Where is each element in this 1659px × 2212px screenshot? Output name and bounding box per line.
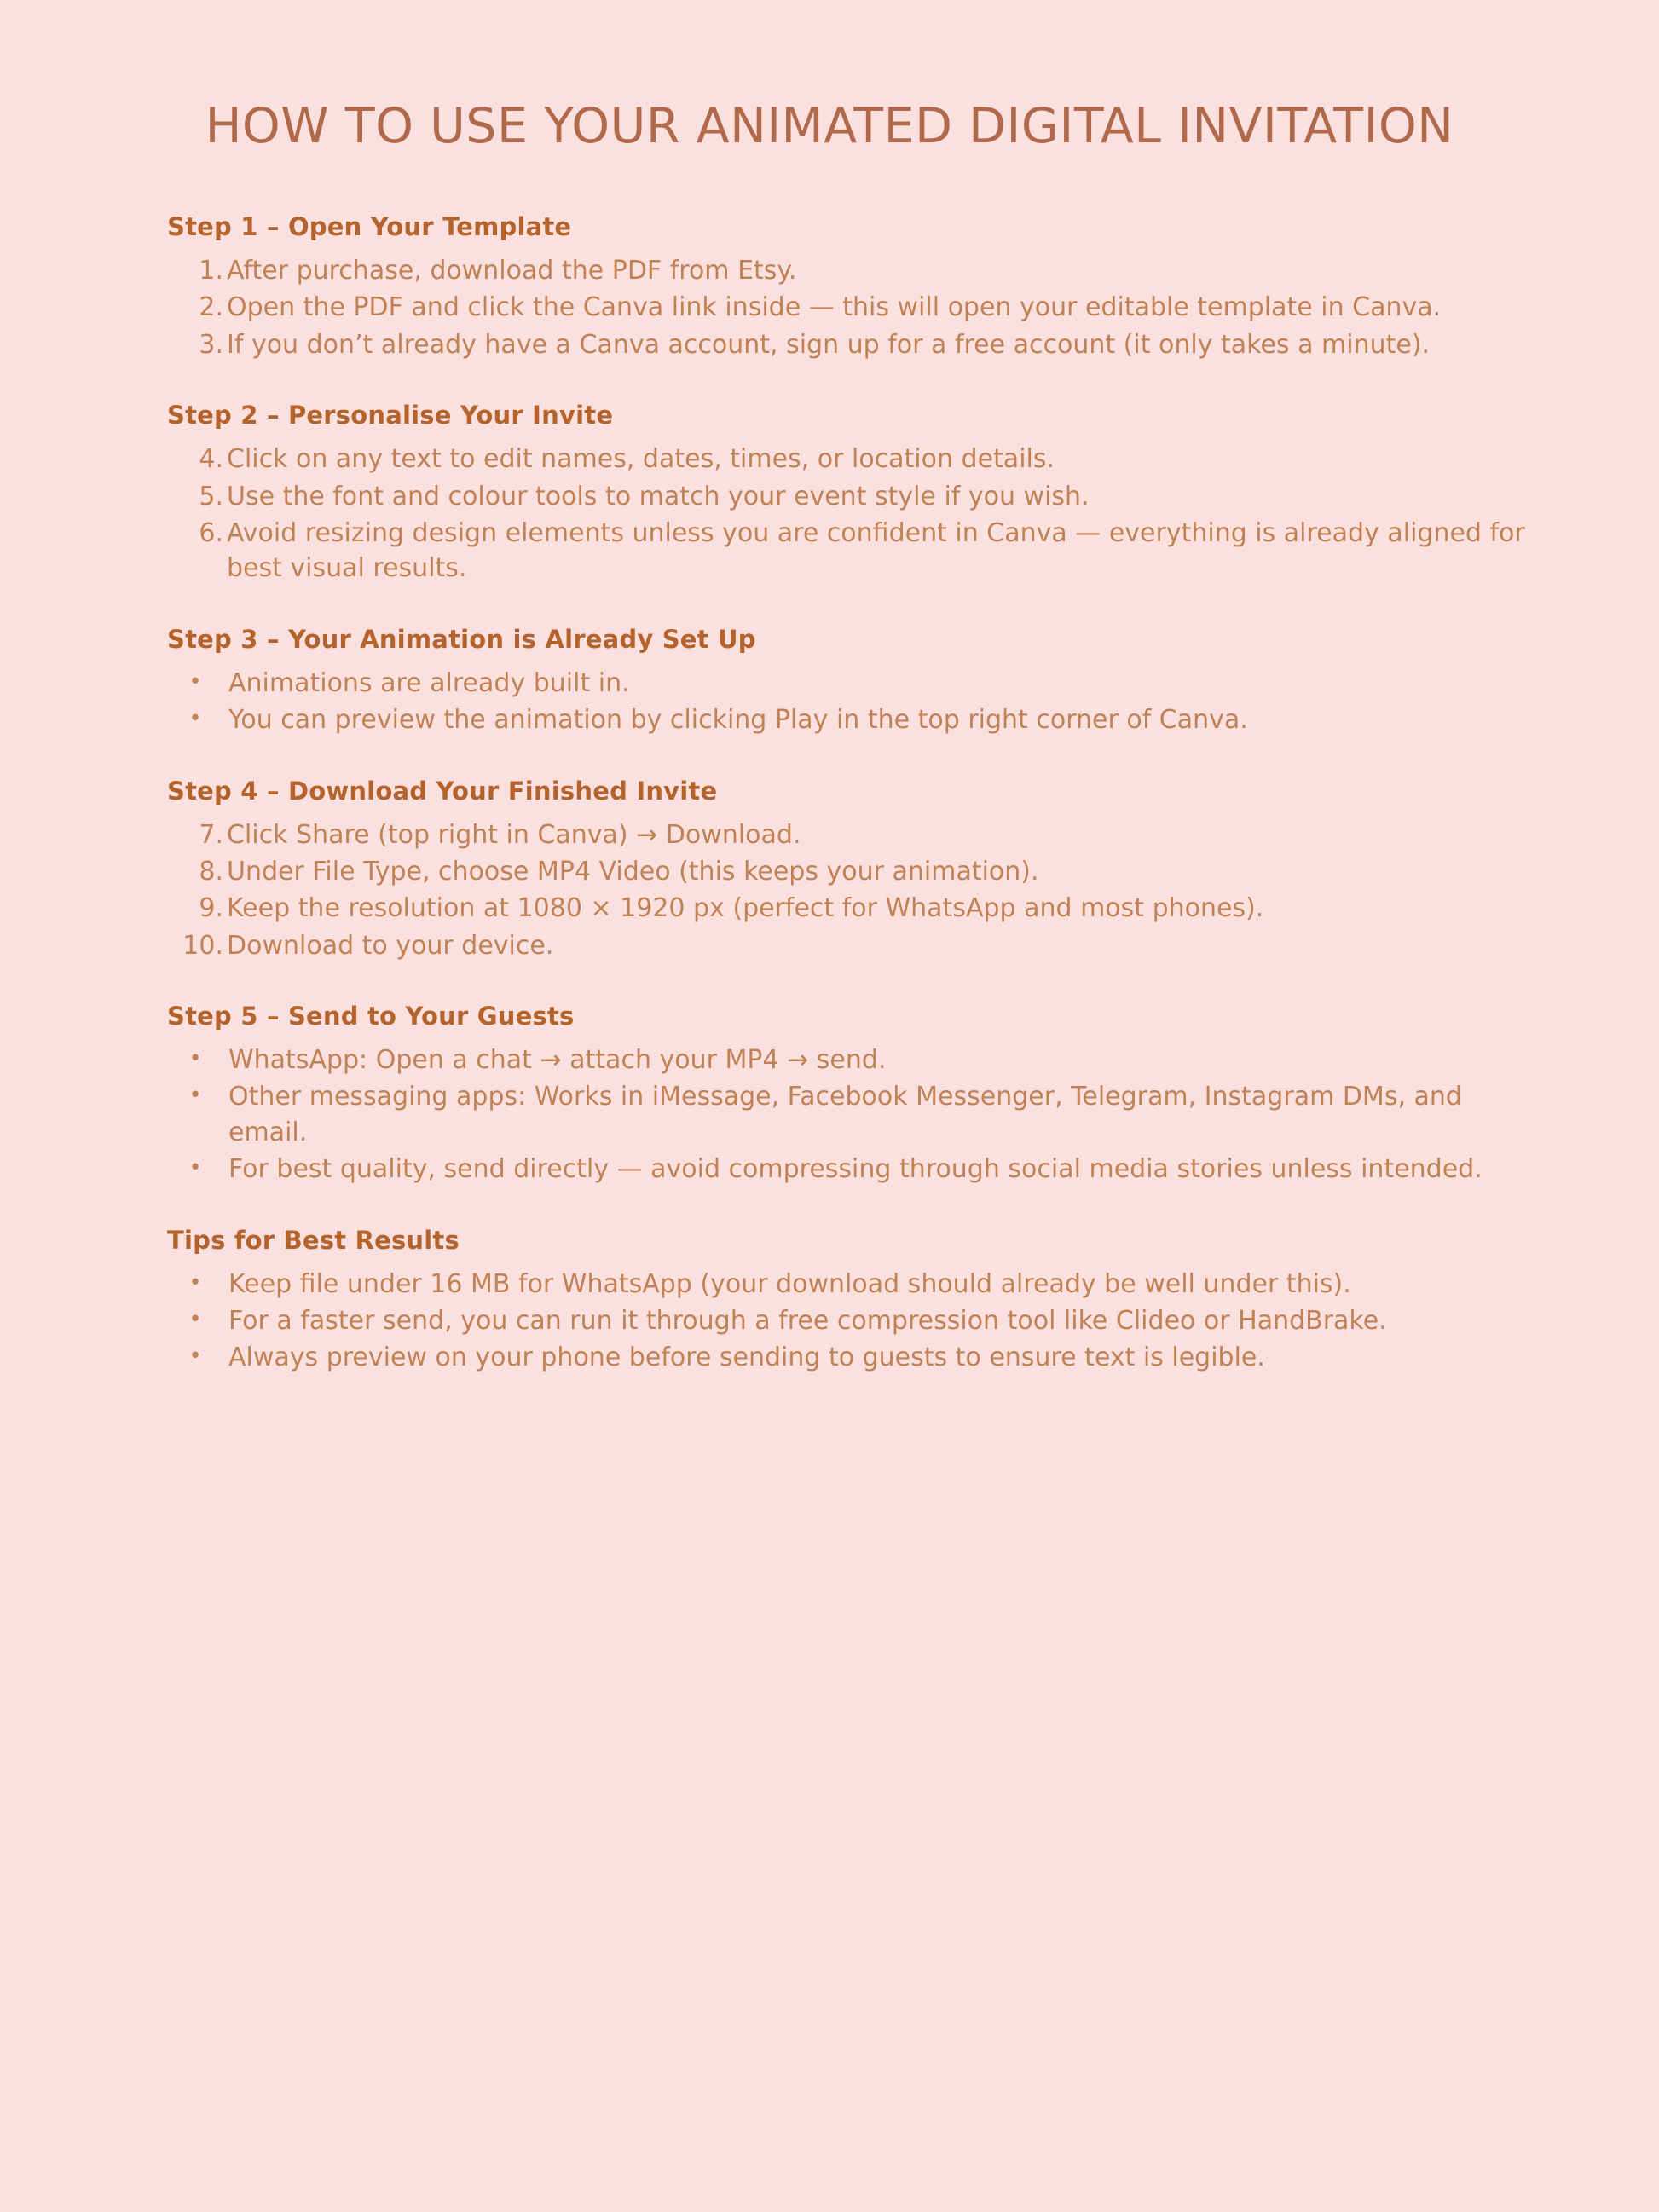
section-step-1	[167, 212, 1535, 362]
list-item-text: Keep file under 16 MB for WhatsApp (your download should already be well under this).	[228, 1268, 1351, 1299]
bullet-icon: •	[188, 1307, 202, 1333]
section-heading: Step 2 – Personalise Your Invite	[167, 401, 614, 430]
list-item-text: Open the PDF and click the Canva link inside — this will open your editable template in Canva.	[227, 292, 1442, 323]
list-marker: 4.	[199, 444, 223, 475]
list-item-text: For best quality, send directly — avoid compressing through social media stories unless intended.	[228, 1154, 1483, 1185]
list-item	[167, 290, 1535, 325]
section-heading: Step 3 – Your Animation is Already Set Up	[167, 624, 756, 654]
list-marker: 8.	[199, 856, 223, 887]
bullet-icon: •	[188, 1343, 202, 1370]
list-marker: 9.	[199, 893, 223, 924]
list-item	[167, 516, 1535, 586]
list-item-text: Use the font and colour tools to match your event style if you wish.	[227, 481, 1090, 511]
section-heading: Step 5 – Send to Your Guests	[167, 1002, 575, 1031]
list-item	[167, 1152, 1535, 1187]
list-item-text: Under File Type, choose MP4 Video (this keeps your animation).	[227, 856, 1039, 887]
list-item	[167, 327, 1535, 362]
section-step-3	[167, 625, 1535, 738]
list-item-text: Avoid resizing design elements unless you are confident in Canva — everything is already aligned for best visual results.	[227, 517, 1525, 584]
list-item-text: For a faster send, you can run it through a free compression tool like Clideo or HandBrake.	[228, 1306, 1387, 1337]
section-heading: Step 4 – Download Your Finished Invite	[167, 776, 718, 806]
section-tips	[167, 1226, 1535, 1376]
list-item-text: Animations are already built in.	[228, 667, 630, 698]
list-item	[167, 854, 1535, 889]
bullet-icon: •	[188, 1155, 202, 1181]
bullet-icon: •	[188, 668, 202, 695]
list-item-text: Download to your device.	[227, 930, 554, 961]
list-item-text: Click on any text to edit names, dates, times, or location details.	[227, 444, 1055, 475]
list-item	[167, 1340, 1535, 1375]
ordered-list	[167, 442, 1535, 586]
list-item	[167, 1042, 1535, 1077]
list-item	[167, 702, 1535, 737]
list-item-text: Always preview on your phone before sending to guests to ensure text is legible.	[228, 1343, 1265, 1373]
page-title: HOW TO USE YOUR ANIMATED DIGITAL INVITATION	[205, 98, 1454, 154]
list-item	[167, 666, 1535, 701]
list-marker: 2.	[199, 292, 223, 323]
bulleted-list	[167, 666, 1535, 738]
list-item-text: WhatsApp: Open a chat → attach your MP4 → send.	[228, 1045, 887, 1076]
ordered-list	[167, 253, 1535, 362]
list-marker: 3.	[199, 329, 223, 360]
list-item	[167, 1079, 1535, 1150]
list-item-text: You can preview the animation by clicking Play in the top right corner of Canva.	[228, 705, 1248, 736]
list-marker: 5.	[199, 481, 223, 511]
section-step-5	[167, 1002, 1535, 1187]
list-item-text: Keep the resolution at 1080 × 1920 px (perfect for WhatsApp and most phones).	[227, 893, 1264, 924]
list-item-text: After purchase, download the PDF from Etsy.	[227, 256, 797, 286]
list-item	[167, 1303, 1535, 1338]
list-marker: 7.	[199, 819, 223, 850]
list-marker: 10.	[182, 930, 223, 961]
list-item	[167, 928, 1535, 963]
list-item-text: Click Share (top right in Canva) → Download.	[227, 819, 801, 850]
section-heading: Step 1 – Open Your Template	[167, 212, 572, 241]
bullet-icon: •	[188, 706, 202, 732]
section-heading: Tips for Best Results	[167, 1225, 460, 1255]
bullet-icon: •	[188, 1269, 202, 1296]
section-step-2	[167, 401, 1535, 586]
list-item	[167, 442, 1535, 476]
list-marker: 6.	[199, 517, 223, 548]
list-item-text: If you don’t already have a Canva account, sign up for a free account (it only takes a minute).	[227, 329, 1431, 360]
bulleted-list	[167, 1267, 1535, 1376]
list-item	[167, 253, 1535, 288]
list-item	[167, 817, 1535, 852]
list-item	[167, 479, 1535, 514]
list-marker: 1.	[199, 256, 223, 286]
bullet-icon: •	[188, 1083, 202, 1109]
list-item	[167, 1267, 1535, 1302]
list-item-text: Other messaging apps: Works in iMessage, Facebook Messenger, Telegram, Instagram DMs, and email.	[228, 1082, 1462, 1147]
ordered-list	[167, 817, 1535, 964]
section-step-4	[167, 777, 1535, 964]
document-body	[0, 154, 1659, 1376]
list-item	[167, 891, 1535, 926]
bullet-icon: •	[188, 1046, 202, 1072]
bulleted-list	[167, 1042, 1535, 1187]
